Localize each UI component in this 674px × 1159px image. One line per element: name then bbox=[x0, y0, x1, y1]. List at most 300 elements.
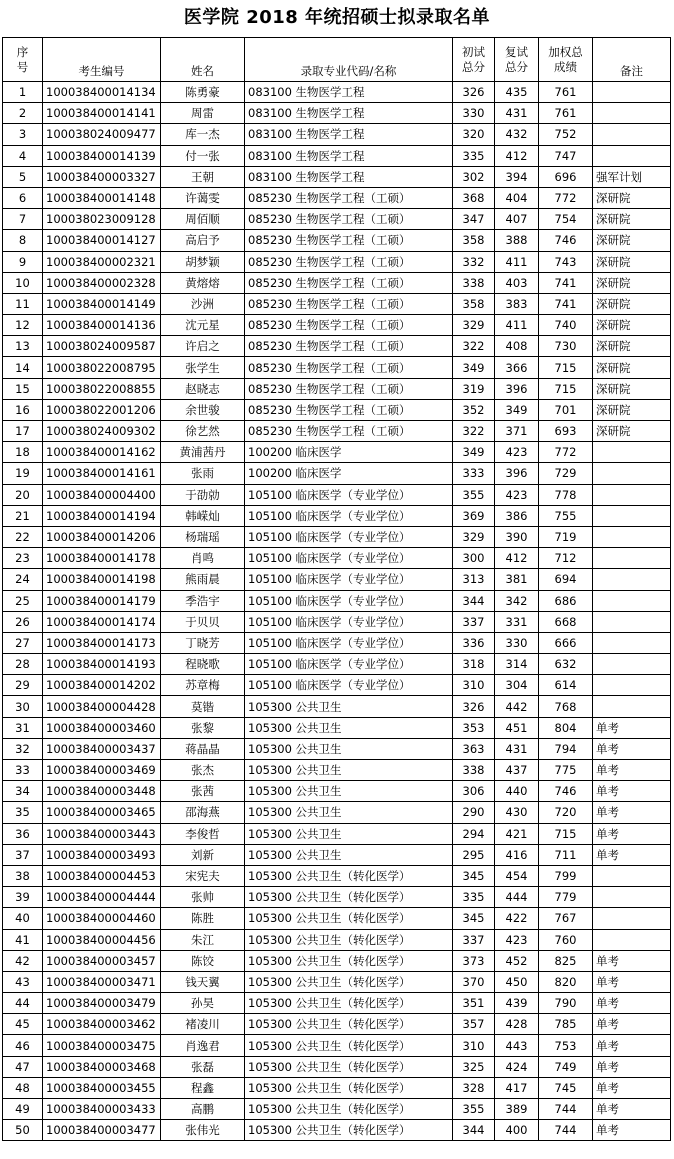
cell-note bbox=[593, 590, 671, 611]
cell-seq: 31 bbox=[3, 717, 43, 738]
cell-weighted-score: 741 bbox=[539, 293, 593, 314]
cell-major: 085230 生物医学工程（工硕） bbox=[245, 357, 453, 378]
cell-retest-score: 412 bbox=[495, 548, 539, 569]
cell-initial-score: 329 bbox=[453, 526, 495, 547]
cell-name: 库一杰 bbox=[161, 124, 245, 145]
cell-retest-score: 444 bbox=[495, 887, 539, 908]
cell-major: 105300 公共卫生（转化医学） bbox=[245, 1014, 453, 1035]
cell-candidate-id: 100038400014206 bbox=[43, 526, 161, 547]
cell-weighted-score: 752 bbox=[539, 124, 593, 145]
cell-candidate-id: 100038400003468 bbox=[43, 1056, 161, 1077]
cell-seq: 18 bbox=[3, 442, 43, 463]
cell-candidate-id: 100038400002328 bbox=[43, 272, 161, 293]
cell-weighted-score: 719 bbox=[539, 526, 593, 547]
table-row bbox=[3, 865, 671, 886]
table-row bbox=[3, 675, 671, 696]
cell-weighted-score: 760 bbox=[539, 929, 593, 950]
cell-initial-score: 332 bbox=[453, 251, 495, 272]
cell-seq: 24 bbox=[3, 569, 43, 590]
cell-weighted-score: 730 bbox=[539, 336, 593, 357]
cell-candidate-id: 100038400014127 bbox=[43, 230, 161, 251]
cell-seq: 28 bbox=[3, 654, 43, 675]
cell-retest-score: 451 bbox=[495, 717, 539, 738]
cell-seq: 4 bbox=[3, 145, 43, 166]
cell-candidate-id: 100038400014162 bbox=[43, 442, 161, 463]
table-row bbox=[3, 887, 671, 908]
cell-initial-score: 363 bbox=[453, 738, 495, 759]
cell-seq: 37 bbox=[3, 844, 43, 865]
cell-note bbox=[593, 611, 671, 632]
table-row bbox=[3, 336, 671, 357]
cell-candidate-id: 100038400003475 bbox=[43, 1035, 161, 1056]
cell-seq: 25 bbox=[3, 590, 43, 611]
cell-major: 085230 生物医学工程（工硕） bbox=[245, 272, 453, 293]
cell-note: 深研院 bbox=[593, 272, 671, 293]
table-row bbox=[3, 632, 671, 653]
cell-seq: 44 bbox=[3, 993, 43, 1014]
cell-seq: 9 bbox=[3, 251, 43, 272]
table-row bbox=[3, 484, 671, 505]
cell-retest-score: 422 bbox=[495, 908, 539, 929]
cell-candidate-id: 100038400004428 bbox=[43, 696, 161, 717]
cell-note bbox=[593, 929, 671, 950]
cell-retest-score: 396 bbox=[495, 378, 539, 399]
cell-name: 张伟光 bbox=[161, 1120, 245, 1141]
cell-name: 徐艺然 bbox=[161, 421, 245, 442]
cell-seq: 7 bbox=[3, 209, 43, 230]
cell-weighted-score: 778 bbox=[539, 484, 593, 505]
cell-note bbox=[593, 865, 671, 886]
cell-seq: 2 bbox=[3, 103, 43, 124]
table-row bbox=[3, 1120, 671, 1141]
cell-retest-score: 423 bbox=[495, 929, 539, 950]
cell-candidate-id: 100038400003457 bbox=[43, 950, 161, 971]
cell-name: 李俊哲 bbox=[161, 823, 245, 844]
cell-name: 张黎 bbox=[161, 717, 245, 738]
cell-note bbox=[593, 145, 671, 166]
cell-weighted-score: 820 bbox=[539, 971, 593, 992]
cell-name: 苏章梅 bbox=[161, 675, 245, 696]
cell-major: 083100 生物医学工程 bbox=[245, 145, 453, 166]
cell-weighted-score: 747 bbox=[539, 145, 593, 166]
cell-name: 张帅 bbox=[161, 887, 245, 908]
header-weighted-score: 加权总 成绩 bbox=[539, 38, 593, 82]
cell-retest-score: 342 bbox=[495, 590, 539, 611]
cell-name: 王朝 bbox=[161, 166, 245, 187]
cell-seq: 46 bbox=[3, 1035, 43, 1056]
cell-initial-score: 326 bbox=[453, 696, 495, 717]
cell-weighted-score: 668 bbox=[539, 611, 593, 632]
cell-candidate-id: 100038023009128 bbox=[43, 209, 161, 230]
cell-note bbox=[593, 442, 671, 463]
cell-name: 周雷 bbox=[161, 103, 245, 124]
table-row bbox=[3, 760, 671, 781]
cell-initial-score: 355 bbox=[453, 484, 495, 505]
table-row bbox=[3, 823, 671, 844]
cell-candidate-id: 100038400014193 bbox=[43, 654, 161, 675]
header-seq: 序 号 bbox=[3, 38, 43, 82]
cell-candidate-id: 100038024009477 bbox=[43, 124, 161, 145]
cell-retest-score: 403 bbox=[495, 272, 539, 293]
cell-name: 季浩宇 bbox=[161, 590, 245, 611]
cell-major: 105300 公共卫生（转化医学） bbox=[245, 929, 453, 950]
cell-weighted-score: 799 bbox=[539, 865, 593, 886]
table-row bbox=[3, 251, 671, 272]
cell-candidate-id: 100038400004456 bbox=[43, 929, 161, 950]
cell-note bbox=[593, 124, 671, 145]
cell-retest-score: 428 bbox=[495, 1014, 539, 1035]
cell-seq: 13 bbox=[3, 336, 43, 357]
cell-major: 105300 公共卫生 bbox=[245, 781, 453, 802]
cell-name: 付一张 bbox=[161, 145, 245, 166]
header-name: 姓名 bbox=[161, 38, 245, 82]
table-row bbox=[3, 950, 671, 971]
cell-retest-score: 443 bbox=[495, 1035, 539, 1056]
table-row bbox=[3, 166, 671, 187]
cell-major: 105300 公共卫生 bbox=[245, 738, 453, 759]
cell-note bbox=[593, 908, 671, 929]
cell-retest-score: 331 bbox=[495, 611, 539, 632]
cell-major: 085230 生物医学工程（工硕） bbox=[245, 230, 453, 251]
cell-note: 深研院 bbox=[593, 315, 671, 336]
cell-weighted-score: 720 bbox=[539, 802, 593, 823]
cell-name: 韩嵘灿 bbox=[161, 505, 245, 526]
cell-initial-score: 349 bbox=[453, 442, 495, 463]
table-row bbox=[3, 1056, 671, 1077]
cell-retest-score: 388 bbox=[495, 230, 539, 251]
cell-major: 085230 生物医学工程（工硕） bbox=[245, 399, 453, 420]
cell-retest-score: 330 bbox=[495, 632, 539, 653]
cell-name: 于贝贝 bbox=[161, 611, 245, 632]
cell-candidate-id: 100038400014198 bbox=[43, 569, 161, 590]
cell-seq: 3 bbox=[3, 124, 43, 145]
cell-name: 高启予 bbox=[161, 230, 245, 251]
cell-major: 105300 公共卫生（转化医学） bbox=[245, 971, 453, 992]
cell-major: 105300 公共卫生 bbox=[245, 802, 453, 823]
cell-weighted-score: 825 bbox=[539, 950, 593, 971]
cell-candidate-id: 100038022008855 bbox=[43, 378, 161, 399]
cell-note: 单考 bbox=[593, 823, 671, 844]
header-retest-score: 复试 总分 bbox=[495, 38, 539, 82]
cell-weighted-score: 696 bbox=[539, 166, 593, 187]
cell-initial-score: 355 bbox=[453, 1099, 495, 1120]
cell-retest-score: 404 bbox=[495, 187, 539, 208]
cell-name: 丁晓芳 bbox=[161, 632, 245, 653]
cell-weighted-score: 779 bbox=[539, 887, 593, 908]
cell-candidate-id: 100038400003433 bbox=[43, 1099, 161, 1120]
cell-name: 周佰顺 bbox=[161, 209, 245, 230]
cell-weighted-score: 761 bbox=[539, 82, 593, 103]
cell-note: 单考 bbox=[593, 1120, 671, 1141]
cell-major: 105300 公共卫生（转化医学） bbox=[245, 1056, 453, 1077]
cell-initial-score: 338 bbox=[453, 272, 495, 293]
cell-weighted-score: 740 bbox=[539, 315, 593, 336]
cell-initial-score: 335 bbox=[453, 145, 495, 166]
cell-note: 深研院 bbox=[593, 357, 671, 378]
cell-weighted-score: 711 bbox=[539, 844, 593, 865]
cell-seq: 42 bbox=[3, 950, 43, 971]
cell-note: 深研院 bbox=[593, 187, 671, 208]
cell-initial-score: 333 bbox=[453, 463, 495, 484]
table-row bbox=[3, 124, 671, 145]
cell-name: 张磊 bbox=[161, 1056, 245, 1077]
cell-major: 105300 公共卫生（转化医学） bbox=[245, 950, 453, 971]
cell-major: 083100 生物医学工程 bbox=[245, 166, 453, 187]
cell-note bbox=[593, 569, 671, 590]
cell-initial-score: 300 bbox=[453, 548, 495, 569]
cell-major: 085230 生物医学工程（工硕） bbox=[245, 315, 453, 336]
cell-weighted-score: 767 bbox=[539, 908, 593, 929]
table-row bbox=[3, 993, 671, 1014]
cell-candidate-id: 100038400003477 bbox=[43, 1120, 161, 1141]
cell-retest-score: 423 bbox=[495, 484, 539, 505]
cell-candidate-id: 100038400003479 bbox=[43, 993, 161, 1014]
cell-initial-score: 370 bbox=[453, 971, 495, 992]
cell-seq: 22 bbox=[3, 526, 43, 547]
cell-retest-score: 452 bbox=[495, 950, 539, 971]
cell-major: 105300 公共卫生 bbox=[245, 696, 453, 717]
cell-seq: 23 bbox=[3, 548, 43, 569]
cell-name: 褚凌川 bbox=[161, 1014, 245, 1035]
cell-name: 沙洲 bbox=[161, 293, 245, 314]
cell-initial-score: 358 bbox=[453, 230, 495, 251]
cell-retest-score: 314 bbox=[495, 654, 539, 675]
cell-weighted-score: 686 bbox=[539, 590, 593, 611]
cell-candidate-id: 100038400004453 bbox=[43, 865, 161, 886]
cell-name: 孙昊 bbox=[161, 993, 245, 1014]
cell-note bbox=[593, 675, 671, 696]
cell-retest-score: 430 bbox=[495, 802, 539, 823]
cell-candidate-id: 100038400003443 bbox=[43, 823, 161, 844]
cell-weighted-score: 755 bbox=[539, 505, 593, 526]
cell-weighted-score: 715 bbox=[539, 823, 593, 844]
cell-major: 105100 临床医学（专业学位） bbox=[245, 611, 453, 632]
cell-weighted-score: 772 bbox=[539, 442, 593, 463]
cell-note: 深研院 bbox=[593, 421, 671, 442]
table-row bbox=[3, 738, 671, 759]
cell-name: 杨瑞瑶 bbox=[161, 526, 245, 547]
cell-note: 单考 bbox=[593, 760, 671, 781]
table-row bbox=[3, 781, 671, 802]
cell-seq: 40 bbox=[3, 908, 43, 929]
cell-weighted-score: 745 bbox=[539, 1077, 593, 1098]
table-row bbox=[3, 717, 671, 738]
cell-major: 105300 公共卫生（转化医学） bbox=[245, 887, 453, 908]
cell-retest-score: 450 bbox=[495, 971, 539, 992]
cell-candidate-id: 100038400014179 bbox=[43, 590, 161, 611]
cell-seq: 19 bbox=[3, 463, 43, 484]
cell-name: 陈饺 bbox=[161, 950, 245, 971]
cell-note: 单考 bbox=[593, 717, 671, 738]
cell-candidate-id: 100038400003460 bbox=[43, 717, 161, 738]
cell-weighted-score: 744 bbox=[539, 1099, 593, 1120]
cell-note: 深研院 bbox=[593, 293, 671, 314]
cell-initial-score: 310 bbox=[453, 1035, 495, 1056]
cell-name: 肖鸣 bbox=[161, 548, 245, 569]
cell-name: 张杰 bbox=[161, 760, 245, 781]
table-row bbox=[3, 844, 671, 865]
cell-weighted-score: 701 bbox=[539, 399, 593, 420]
cell-initial-score: 330 bbox=[453, 103, 495, 124]
table-row bbox=[3, 654, 671, 675]
table-row bbox=[3, 908, 671, 929]
cell-major: 105100 临床医学（专业学位） bbox=[245, 675, 453, 696]
cell-initial-score: 326 bbox=[453, 82, 495, 103]
cell-retest-score: 439 bbox=[495, 993, 539, 1014]
cell-note: 单考 bbox=[593, 844, 671, 865]
cell-weighted-score: 693 bbox=[539, 421, 593, 442]
table-row bbox=[3, 315, 671, 336]
cell-initial-score: 373 bbox=[453, 950, 495, 971]
cell-initial-score: 337 bbox=[453, 929, 495, 950]
cell-initial-score: 344 bbox=[453, 1120, 495, 1141]
cell-seq: 39 bbox=[3, 887, 43, 908]
cell-name: 陈胜 bbox=[161, 908, 245, 929]
cell-name: 黄熔熔 bbox=[161, 272, 245, 293]
cell-initial-score: 320 bbox=[453, 124, 495, 145]
table-row bbox=[3, 526, 671, 547]
cell-initial-score: 369 bbox=[453, 505, 495, 526]
table-row bbox=[3, 209, 671, 230]
cell-major: 105300 公共卫生（转化医学） bbox=[245, 908, 453, 929]
cell-retest-score: 454 bbox=[495, 865, 539, 886]
cell-seq: 12 bbox=[3, 315, 43, 336]
cell-seq: 41 bbox=[3, 929, 43, 950]
cell-note: 深研院 bbox=[593, 230, 671, 251]
cell-note bbox=[593, 82, 671, 103]
cell-major: 105100 临床医学（专业学位） bbox=[245, 484, 453, 505]
cell-candidate-id: 100038400014194 bbox=[43, 505, 161, 526]
cell-retest-score: 435 bbox=[495, 82, 539, 103]
cell-seq: 21 bbox=[3, 505, 43, 526]
cell-candidate-id: 100038400003455 bbox=[43, 1077, 161, 1098]
cell-note: 单考 bbox=[593, 1035, 671, 1056]
cell-name: 高鹏 bbox=[161, 1099, 245, 1120]
cell-name: 程鑫 bbox=[161, 1077, 245, 1098]
cell-initial-score: 302 bbox=[453, 166, 495, 187]
cell-candidate-id: 100038400014161 bbox=[43, 463, 161, 484]
cell-name: 黄浦茜丹 bbox=[161, 442, 245, 463]
cell-name: 熊雨晨 bbox=[161, 569, 245, 590]
cell-note bbox=[593, 696, 671, 717]
table-row bbox=[3, 1035, 671, 1056]
cell-candidate-id: 100038400014148 bbox=[43, 187, 161, 208]
cell-note: 强军计划 bbox=[593, 166, 671, 187]
table-row bbox=[3, 611, 671, 632]
cell-retest-score: 423 bbox=[495, 442, 539, 463]
cell-initial-score: 335 bbox=[453, 887, 495, 908]
cell-weighted-score: 632 bbox=[539, 654, 593, 675]
admission-table bbox=[2, 37, 671, 1141]
cell-initial-score: 322 bbox=[453, 421, 495, 442]
cell-retest-score: 381 bbox=[495, 569, 539, 590]
cell-initial-score: 345 bbox=[453, 908, 495, 929]
cell-major: 105300 公共卫生 bbox=[245, 823, 453, 844]
cell-note bbox=[593, 548, 671, 569]
cell-retest-score: 349 bbox=[495, 399, 539, 420]
cell-retest-score: 383 bbox=[495, 293, 539, 314]
cell-major: 105300 公共卫生（转化医学） bbox=[245, 1077, 453, 1098]
cell-retest-score: 396 bbox=[495, 463, 539, 484]
cell-note: 单考 bbox=[593, 993, 671, 1014]
cell-candidate-id: 100038400003448 bbox=[43, 781, 161, 802]
cell-candidate-id: 100038024009587 bbox=[43, 336, 161, 357]
cell-weighted-score: 761 bbox=[539, 103, 593, 124]
cell-weighted-score: 754 bbox=[539, 209, 593, 230]
cell-note bbox=[593, 505, 671, 526]
cell-candidate-id: 100038400014134 bbox=[43, 82, 161, 103]
cell-candidate-id: 100038400014149 bbox=[43, 293, 161, 314]
cell-candidate-id: 100038400002321 bbox=[43, 251, 161, 272]
cell-candidate-id: 100038400003437 bbox=[43, 738, 161, 759]
cell-name: 于劭勍 bbox=[161, 484, 245, 505]
cell-candidate-id: 100038400004460 bbox=[43, 908, 161, 929]
cell-seq: 29 bbox=[3, 675, 43, 696]
cell-name: 钱天翼 bbox=[161, 971, 245, 992]
cell-note: 深研院 bbox=[593, 336, 671, 357]
cell-initial-score: 345 bbox=[453, 865, 495, 886]
cell-major: 105100 临床医学（专业学位） bbox=[245, 548, 453, 569]
table-row bbox=[3, 505, 671, 526]
cell-note bbox=[593, 526, 671, 547]
cell-initial-score: 347 bbox=[453, 209, 495, 230]
cell-note bbox=[593, 632, 671, 653]
cell-initial-score: 352 bbox=[453, 399, 495, 420]
cell-note: 单考 bbox=[593, 1056, 671, 1077]
cell-candidate-id: 100038024009302 bbox=[43, 421, 161, 442]
cell-major: 105100 临床医学（专业学位） bbox=[245, 526, 453, 547]
cell-note: 单考 bbox=[593, 738, 671, 759]
cell-weighted-score: 794 bbox=[539, 738, 593, 759]
cell-retest-score: 407 bbox=[495, 209, 539, 230]
cell-candidate-id: 100038400003471 bbox=[43, 971, 161, 992]
table-row bbox=[3, 103, 671, 124]
cell-retest-score: 440 bbox=[495, 781, 539, 802]
cell-initial-score: 336 bbox=[453, 632, 495, 653]
table-row bbox=[3, 357, 671, 378]
cell-major: 100200 临床医学 bbox=[245, 442, 453, 463]
cell-note: 单考 bbox=[593, 971, 671, 992]
cell-seq: 1 bbox=[3, 82, 43, 103]
cell-seq: 15 bbox=[3, 378, 43, 399]
cell-note bbox=[593, 103, 671, 124]
cell-seq: 30 bbox=[3, 696, 43, 717]
cell-note: 单考 bbox=[593, 1077, 671, 1098]
table-row bbox=[3, 929, 671, 950]
cell-seq: 45 bbox=[3, 1014, 43, 1035]
cell-note bbox=[593, 463, 671, 484]
cell-retest-score: 416 bbox=[495, 844, 539, 865]
cell-candidate-id: 100038400014174 bbox=[43, 611, 161, 632]
cell-seq: 8 bbox=[3, 230, 43, 251]
cell-major: 083100 生物医学工程 bbox=[245, 124, 453, 145]
cell-retest-score: 304 bbox=[495, 675, 539, 696]
cell-major: 085230 生物医学工程（工硕） bbox=[245, 293, 453, 314]
cell-seq: 6 bbox=[3, 187, 43, 208]
cell-seq: 20 bbox=[3, 484, 43, 505]
cell-retest-score: 390 bbox=[495, 526, 539, 547]
cell-major: 105300 公共卫生 bbox=[245, 717, 453, 738]
table-row bbox=[3, 230, 671, 251]
cell-note: 单考 bbox=[593, 1099, 671, 1120]
cell-note: 单考 bbox=[593, 950, 671, 971]
cell-initial-score: 306 bbox=[453, 781, 495, 802]
cell-seq: 26 bbox=[3, 611, 43, 632]
cell-initial-score: 329 bbox=[453, 315, 495, 336]
cell-retest-score: 431 bbox=[495, 103, 539, 124]
cell-weighted-score: 804 bbox=[539, 717, 593, 738]
cell-name: 陈勇豪 bbox=[161, 82, 245, 103]
